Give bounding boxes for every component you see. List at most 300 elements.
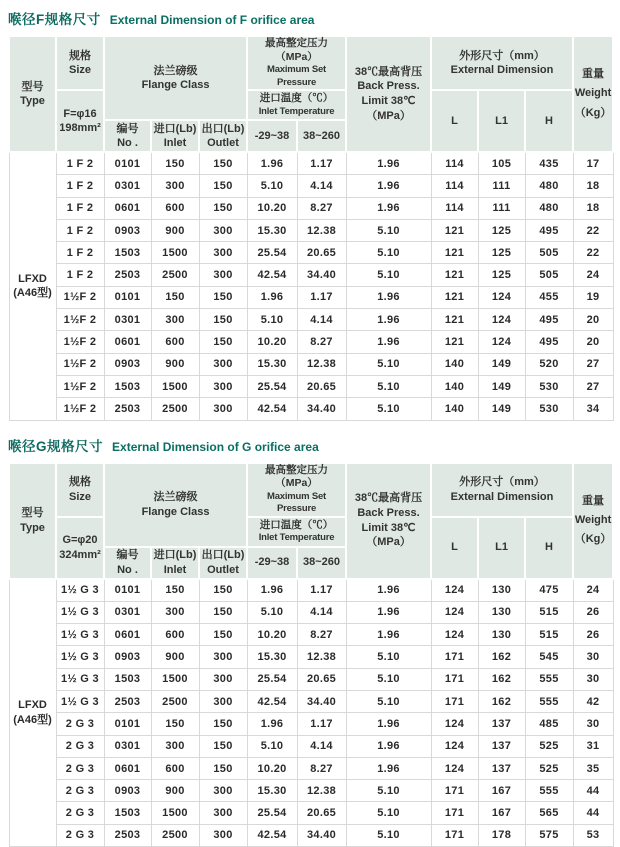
cell-press-29-38: 25.54 xyxy=(247,375,297,397)
cell-l: 124 xyxy=(431,713,478,735)
cell-weight: 22 xyxy=(573,219,613,241)
cell-outlet: 150 xyxy=(199,309,247,331)
cell-weight: 27 xyxy=(573,353,613,375)
col-header-L1: L1 xyxy=(478,90,525,152)
cell-press-29-38: 10.20 xyxy=(247,197,297,219)
cell-press-38-260: 8.27 xyxy=(297,757,346,779)
cell-outlet: 300 xyxy=(199,264,247,286)
col-header-type: 型号 Type xyxy=(9,463,56,579)
cell-l: 121 xyxy=(431,219,478,241)
table-row xyxy=(9,175,613,197)
g-table-body xyxy=(9,579,613,847)
cell-l: 140 xyxy=(431,353,478,375)
cell-h: 505 xyxy=(525,242,573,264)
cell-inlet: 900 xyxy=(151,646,199,668)
col-header-external-dimension: 外形尺寸（mm） External Dimension xyxy=(431,36,573,90)
table-row xyxy=(9,713,613,735)
cell-back-press: 5.10 xyxy=(346,646,431,668)
cell-no: 0101 xyxy=(104,286,151,308)
cell-press-29-38: 25.54 xyxy=(247,802,297,824)
cell-press-38-260: 34.40 xyxy=(297,690,346,712)
cell-h: 435 xyxy=(525,152,573,175)
cell-no: 0101 xyxy=(104,713,151,735)
cell-inlet: 900 xyxy=(151,219,199,241)
cell-press-29-38: 25.54 xyxy=(247,668,297,690)
cell-spec: 1½F 2 xyxy=(56,353,104,375)
cell-l1: 130 xyxy=(478,601,525,623)
table-row xyxy=(9,668,613,690)
cell-inlet: 600 xyxy=(151,757,199,779)
cell-press-38-260: 34.40 xyxy=(297,824,346,846)
cell-press-38-260: 8.27 xyxy=(297,624,346,646)
cell-outlet: 300 xyxy=(199,398,247,420)
cell-back-press: 1.96 xyxy=(346,757,431,779)
col-header-max-set-pressure: 最高整定压力（MPa） Maximum Set Pressure xyxy=(247,463,346,517)
col-header-flange-class: 法兰磅级 Flange Class xyxy=(104,36,247,120)
table-row xyxy=(9,264,613,286)
cell-h: 515 xyxy=(525,624,573,646)
cell-no: 2503 xyxy=(104,824,151,846)
table-row xyxy=(9,197,613,219)
cell-h: 505 xyxy=(525,264,573,286)
cell-inlet: 600 xyxy=(151,197,199,219)
cell-back-press: 5.10 xyxy=(346,802,431,824)
section-g-title xyxy=(8,435,612,456)
cell-press-29-38: 5.10 xyxy=(247,309,297,331)
table-row xyxy=(9,309,613,331)
table-row xyxy=(9,780,613,802)
f-table-body xyxy=(9,152,613,420)
cell-h: 565 xyxy=(525,802,573,824)
table-row xyxy=(9,601,613,623)
cell-h: 480 xyxy=(525,197,573,219)
cell-weight: 18 xyxy=(573,175,613,197)
cell-weight: 26 xyxy=(573,624,613,646)
cell-back-press: 5.10 xyxy=(346,690,431,712)
cell-no: 0301 xyxy=(104,175,151,197)
cell-back-press: 5.10 xyxy=(346,264,431,286)
cell-spec: 2 G 3 xyxy=(56,802,104,824)
cell-no: 0101 xyxy=(104,579,151,602)
cell-h: 575 xyxy=(525,824,573,846)
cell-weight: 20 xyxy=(573,309,613,331)
cell-l1: 137 xyxy=(478,713,525,735)
cell-press-38-260: 12.38 xyxy=(297,646,346,668)
cell-l1: 130 xyxy=(478,579,525,602)
cell-weight: 30 xyxy=(573,668,613,690)
cell-no: 0601 xyxy=(104,197,151,219)
cell-outlet: 300 xyxy=(199,375,247,397)
cell-press-38-260: 8.27 xyxy=(297,197,346,219)
cell-l: 114 xyxy=(431,152,478,175)
cell-l: 121 xyxy=(431,331,478,353)
cell-no: 2503 xyxy=(104,264,151,286)
table-row xyxy=(9,735,613,757)
table-row xyxy=(9,331,613,353)
cell-inlet: 150 xyxy=(151,579,199,602)
cell-inlet: 1500 xyxy=(151,375,199,397)
cell-l1: 124 xyxy=(478,286,525,308)
col-header-no: 编号 No . xyxy=(104,547,151,579)
col-header-max-set-pressure: 最高整定压力（MPa） Maximum Set Pressure xyxy=(247,36,346,90)
cell-back-press: 5.10 xyxy=(346,780,431,802)
col-header-back-pressure: 38℃最高背压 Back Press. Limit 38℃ （MPa） xyxy=(346,36,431,152)
cell-l: 171 xyxy=(431,802,478,824)
section-g-title-cn: 喉径G规格尺寸 xyxy=(8,438,104,454)
cell-no: 0903 xyxy=(104,219,151,241)
cell-weight: 35 xyxy=(573,757,613,779)
cell-weight: 19 xyxy=(573,286,613,308)
cell-no: 0601 xyxy=(104,624,151,646)
cell-spec: 1½F 2 xyxy=(56,286,104,308)
col-header-temp-range-2: 38~260 xyxy=(297,547,346,579)
cell-l1: 149 xyxy=(478,375,525,397)
cell-outlet: 300 xyxy=(199,802,247,824)
cell-outlet: 150 xyxy=(199,286,247,308)
col-header-inlet-temperature: 进口温度（℃） Inlet Temperature xyxy=(247,517,346,547)
cell-spec: 1 F 2 xyxy=(56,197,104,219)
cell-press-38-260: 12.38 xyxy=(297,219,346,241)
col-header-external-dimension: 外形尺寸（mm） External Dimension xyxy=(431,463,573,517)
cell-l: 171 xyxy=(431,824,478,846)
cell-h: 525 xyxy=(525,735,573,757)
cell-press-38-260: 4.14 xyxy=(297,735,346,757)
cell-spec: 1½F 2 xyxy=(56,375,104,397)
cell-h: 555 xyxy=(525,690,573,712)
cell-h: 515 xyxy=(525,601,573,623)
cell-weight: 22 xyxy=(573,242,613,264)
section-g-title-en: External Dimension of G orifice area xyxy=(112,439,319,454)
cell-back-press: 5.10 xyxy=(346,398,431,420)
g-orifice-table xyxy=(8,462,614,847)
cell-inlet: 150 xyxy=(151,713,199,735)
cell-no: 2503 xyxy=(104,398,151,420)
cell-press-38-260: 20.65 xyxy=(297,375,346,397)
type-label: LFXD (A46型) xyxy=(9,579,56,847)
cell-l: 171 xyxy=(431,690,478,712)
cell-weight: 44 xyxy=(573,802,613,824)
cell-l: 171 xyxy=(431,646,478,668)
cell-back-press: 1.96 xyxy=(346,197,431,219)
cell-weight: 24 xyxy=(573,579,613,602)
table-row xyxy=(9,824,613,846)
table-row xyxy=(9,242,613,264)
cell-outlet: 150 xyxy=(199,624,247,646)
cell-l: 121 xyxy=(431,242,478,264)
cell-press-29-38: 1.96 xyxy=(247,152,297,175)
cell-press-29-38: 10.20 xyxy=(247,624,297,646)
type-label: LFXD (A46型) xyxy=(9,152,56,420)
cell-outlet: 150 xyxy=(199,331,247,353)
cell-back-press: 1.96 xyxy=(346,579,431,602)
cell-inlet: 150 xyxy=(151,286,199,308)
cell-spec: 2 G 3 xyxy=(56,824,104,846)
cell-l1: 130 xyxy=(478,624,525,646)
cell-l1: 149 xyxy=(478,398,525,420)
cell-weight: 44 xyxy=(573,780,613,802)
col-header-L: L xyxy=(431,517,478,579)
table-row xyxy=(9,219,613,241)
cell-press-38-260: 1.17 xyxy=(297,152,346,175)
cell-l: 124 xyxy=(431,624,478,646)
table-row xyxy=(9,353,613,375)
f-orifice-table xyxy=(8,35,614,421)
cell-l: 121 xyxy=(431,309,478,331)
cell-l1: 137 xyxy=(478,757,525,779)
cell-h: 545 xyxy=(525,646,573,668)
cell-l: 114 xyxy=(431,197,478,219)
cell-l1: 162 xyxy=(478,646,525,668)
cell-h: 555 xyxy=(525,668,573,690)
cell-h: 495 xyxy=(525,309,573,331)
table-row xyxy=(9,757,613,779)
col-header-H: H xyxy=(525,90,573,152)
cell-weight: 20 xyxy=(573,331,613,353)
cell-back-press: 1.96 xyxy=(346,735,431,757)
cell-outlet: 150 xyxy=(199,713,247,735)
f-table-header xyxy=(9,36,613,152)
cell-l: 171 xyxy=(431,780,478,802)
cell-spec: 1½ G 3 xyxy=(56,646,104,668)
cell-press-38-260: 1.17 xyxy=(297,579,346,602)
cell-press-29-38: 15.30 xyxy=(247,780,297,802)
cell-inlet: 600 xyxy=(151,331,199,353)
cell-outlet: 150 xyxy=(199,175,247,197)
section-f-title xyxy=(8,8,612,29)
cell-outlet: 150 xyxy=(199,579,247,602)
cell-l: 171 xyxy=(431,668,478,690)
col-header-temp-range-2: 38~260 xyxy=(297,120,346,152)
cell-press-38-260: 34.40 xyxy=(297,264,346,286)
cell-l1: 105 xyxy=(478,152,525,175)
table-row xyxy=(9,802,613,824)
section-f-title-en: External Dimension of F orifice area xyxy=(109,13,315,27)
cell-inlet: 600 xyxy=(151,624,199,646)
cell-spec: 2 G 3 xyxy=(56,757,104,779)
col-header-flange-class: 法兰磅级 Flange Class xyxy=(104,463,247,547)
col-header-size-spec: F=φ16 198mm² xyxy=(56,90,104,152)
cell-h: 530 xyxy=(525,398,573,420)
cell-back-press: 1.96 xyxy=(346,713,431,735)
cell-spec: 2 G 3 xyxy=(56,713,104,735)
cell-press-29-38: 5.10 xyxy=(247,735,297,757)
cell-no: 1503 xyxy=(104,242,151,264)
cell-h: 520 xyxy=(525,353,573,375)
section-f-title-cn: 喉径F规格尺寸 xyxy=(8,12,101,27)
cell-back-press: 1.96 xyxy=(346,309,431,331)
cell-inlet: 2500 xyxy=(151,690,199,712)
cell-no: 0301 xyxy=(104,601,151,623)
cell-no: 2503 xyxy=(104,690,151,712)
g-table-header xyxy=(9,463,613,579)
cell-h: 495 xyxy=(525,331,573,353)
cell-spec: 1½F 2 xyxy=(56,398,104,420)
cell-l: 124 xyxy=(431,601,478,623)
table-row xyxy=(9,624,613,646)
cell-weight: 24 xyxy=(573,264,613,286)
col-header-temp-range-1: -29~38 xyxy=(247,547,297,579)
cell-press-38-260: 20.65 xyxy=(297,802,346,824)
cell-press-29-38: 10.20 xyxy=(247,757,297,779)
cell-back-press: 5.10 xyxy=(346,353,431,375)
cell-h: 555 xyxy=(525,780,573,802)
cell-spec: 1½ G 3 xyxy=(56,668,104,690)
cell-l1: 167 xyxy=(478,780,525,802)
cell-l1: 125 xyxy=(478,264,525,286)
section-g-orifice xyxy=(8,435,612,847)
cell-outlet: 300 xyxy=(199,242,247,264)
cell-l: 121 xyxy=(431,264,478,286)
cell-no: 1503 xyxy=(104,802,151,824)
table-row xyxy=(9,286,613,308)
cell-outlet: 300 xyxy=(199,824,247,846)
cell-spec: 1½ G 3 xyxy=(56,624,104,646)
cell-spec: 1 F 2 xyxy=(56,175,104,197)
cell-h: 455 xyxy=(525,286,573,308)
cell-weight: 18 xyxy=(573,197,613,219)
cell-back-press: 1.96 xyxy=(346,175,431,197)
cell-inlet: 1500 xyxy=(151,802,199,824)
cell-press-29-38: 1.96 xyxy=(247,713,297,735)
col-header-outlet: 出口(Lb) Outlet xyxy=(199,547,247,579)
col-header-weight: 重量 Weight （Kg） xyxy=(573,36,613,152)
cell-no: 0903 xyxy=(104,780,151,802)
cell-press-29-38: 42.54 xyxy=(247,398,297,420)
cell-l1: 178 xyxy=(478,824,525,846)
cell-back-press: 1.96 xyxy=(346,624,431,646)
cell-h: 525 xyxy=(525,757,573,779)
cell-l1: 125 xyxy=(478,219,525,241)
cell-inlet: 1500 xyxy=(151,242,199,264)
cell-inlet: 300 xyxy=(151,601,199,623)
cell-inlet: 2500 xyxy=(151,264,199,286)
cell-press-38-260: 1.17 xyxy=(297,713,346,735)
cell-weight: 31 xyxy=(573,735,613,757)
cell-no: 0903 xyxy=(104,353,151,375)
section-f-orifice xyxy=(8,8,612,421)
table-row xyxy=(9,152,613,175)
cell-spec: 2 G 3 xyxy=(56,735,104,757)
cell-l1: 167 xyxy=(478,802,525,824)
col-header-weight: 重量 Weight （Kg） xyxy=(573,463,613,579)
cell-spec: 1½ G 3 xyxy=(56,579,104,602)
table-row xyxy=(9,579,613,602)
cell-back-press: 5.10 xyxy=(346,824,431,846)
cell-press-29-38: 5.10 xyxy=(247,175,297,197)
cell-weight: 27 xyxy=(573,375,613,397)
cell-l1: 124 xyxy=(478,331,525,353)
cell-l: 124 xyxy=(431,735,478,757)
cell-inlet: 2500 xyxy=(151,398,199,420)
col-header-back-pressure: 38℃最高背压 Back Press. Limit 38℃ （MPa） xyxy=(346,463,431,579)
cell-outlet: 150 xyxy=(199,735,247,757)
cell-outlet: 150 xyxy=(199,197,247,219)
col-header-inlet: 进口(Lb) Inlet xyxy=(151,120,199,152)
cell-l1: 149 xyxy=(478,353,525,375)
cell-back-press: 5.10 xyxy=(346,242,431,264)
cell-outlet: 300 xyxy=(199,219,247,241)
cell-press-29-38: 15.30 xyxy=(247,646,297,668)
table-row xyxy=(9,646,613,668)
cell-press-29-38: 15.30 xyxy=(247,353,297,375)
cell-no: 0903 xyxy=(104,646,151,668)
cell-weight: 26 xyxy=(573,601,613,623)
cell-l: 114 xyxy=(431,175,478,197)
cell-back-press: 1.96 xyxy=(346,331,431,353)
cell-spec: 1½F 2 xyxy=(56,331,104,353)
cell-inlet: 300 xyxy=(151,309,199,331)
cell-weight: 17 xyxy=(573,152,613,175)
cell-h: 495 xyxy=(525,219,573,241)
cell-l1: 125 xyxy=(478,242,525,264)
col-header-L: L xyxy=(431,90,478,152)
cell-outlet: 300 xyxy=(199,780,247,802)
cell-press-29-38: 25.54 xyxy=(247,242,297,264)
cell-press-38-260: 20.65 xyxy=(297,668,346,690)
cell-press-38-260: 12.38 xyxy=(297,780,346,802)
cell-press-38-260: 4.14 xyxy=(297,601,346,623)
col-header-temp-range-1: -29~38 xyxy=(247,120,297,152)
cell-l: 140 xyxy=(431,375,478,397)
cell-back-press: 1.96 xyxy=(346,601,431,623)
cell-outlet: 300 xyxy=(199,646,247,668)
cell-l: 124 xyxy=(431,579,478,602)
cell-no: 1503 xyxy=(104,375,151,397)
col-header-no: 编号 No . xyxy=(104,120,151,152)
cell-outlet: 300 xyxy=(199,353,247,375)
col-header-outlet: 出口(Lb) Outlet xyxy=(199,120,247,152)
cell-h: 485 xyxy=(525,713,573,735)
cell-l1: 162 xyxy=(478,690,525,712)
cell-spec: 1½ G 3 xyxy=(56,601,104,623)
cell-press-29-38: 42.54 xyxy=(247,824,297,846)
cell-weight: 30 xyxy=(573,646,613,668)
cell-press-29-38: 5.10 xyxy=(247,601,297,623)
cell-l1: 111 xyxy=(478,175,525,197)
cell-l1: 124 xyxy=(478,309,525,331)
cell-no: 0301 xyxy=(104,735,151,757)
cell-inlet: 150 xyxy=(151,152,199,175)
cell-press-29-38: 42.54 xyxy=(247,690,297,712)
cell-inlet: 900 xyxy=(151,353,199,375)
col-header-H: H xyxy=(525,517,573,579)
cell-press-38-260: 4.14 xyxy=(297,175,346,197)
cell-press-38-260: 20.65 xyxy=(297,242,346,264)
cell-inlet: 900 xyxy=(151,780,199,802)
cell-outlet: 300 xyxy=(199,690,247,712)
cell-outlet: 150 xyxy=(199,152,247,175)
cell-press-38-260: 34.40 xyxy=(297,398,346,420)
cell-no: 1503 xyxy=(104,668,151,690)
cell-l1: 162 xyxy=(478,668,525,690)
cell-h: 530 xyxy=(525,375,573,397)
cell-back-press: 5.10 xyxy=(346,219,431,241)
table-row xyxy=(9,375,613,397)
cell-weight: 42 xyxy=(573,690,613,712)
cell-press-29-38: 1.96 xyxy=(247,579,297,602)
cell-spec: 1½F 2 xyxy=(56,309,104,331)
cell-inlet: 300 xyxy=(151,735,199,757)
cell-spec: 2 G 3 xyxy=(56,780,104,802)
cell-l1: 137 xyxy=(478,735,525,757)
cell-press-38-260: 4.14 xyxy=(297,309,346,331)
cell-inlet: 300 xyxy=(151,175,199,197)
cell-press-38-260: 12.38 xyxy=(297,353,346,375)
col-header-size: 规格 Size xyxy=(56,463,104,517)
cell-l: 124 xyxy=(431,757,478,779)
cell-weight: 53 xyxy=(573,824,613,846)
cell-spec: 1 F 2 xyxy=(56,264,104,286)
